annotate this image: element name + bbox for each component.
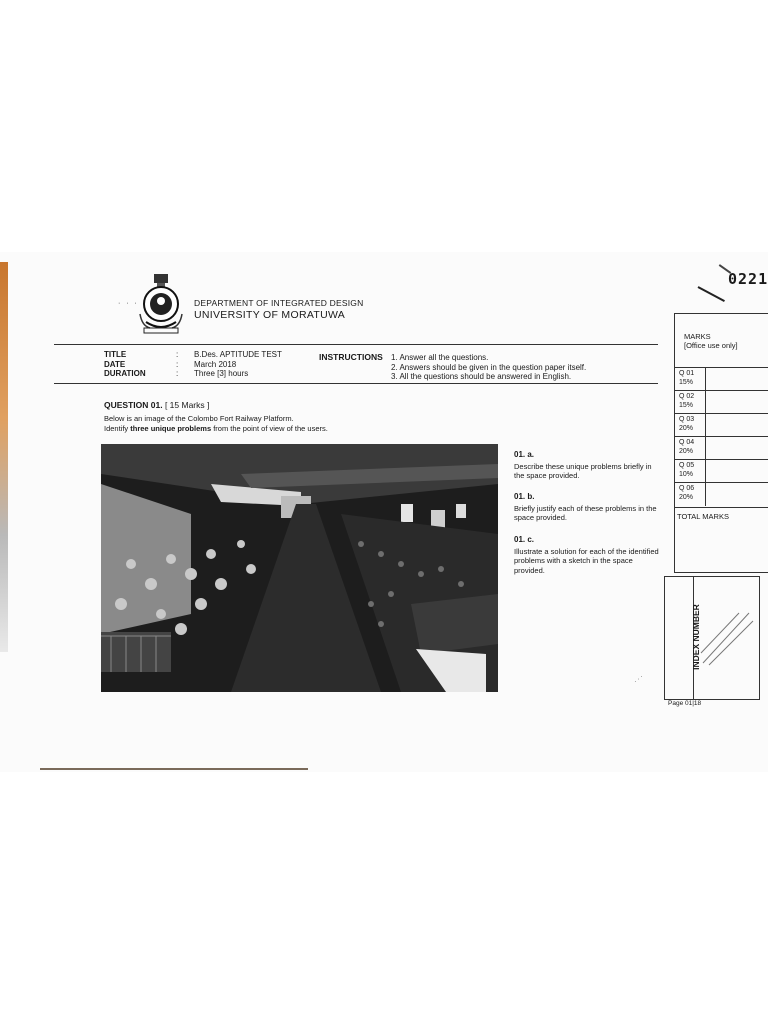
question-weight: 20% — [679, 447, 694, 455]
instruction-item: 2. Answers should be given in the question paper itself. — [391, 362, 587, 372]
question-heading — [104, 400, 209, 410]
meta-separators — [176, 350, 178, 379]
marks-entry-cell[interactable] — [705, 437, 768, 460]
crest-dots: · · · — [118, 300, 139, 307]
marks-row — [675, 459, 768, 483]
separator: : — [176, 359, 179, 369]
meta-values — [194, 350, 282, 379]
marks-entry-cell[interactable] — [705, 368, 768, 391]
marks-subtitle: [Office use only] — [684, 341, 738, 350]
stamp-scribble: · · · — [632, 673, 645, 686]
subquestion-b — [514, 492, 664, 523]
question-id: Q 03 — [679, 416, 695, 423]
marks-row-label — [679, 485, 694, 502]
subquestion-a — [514, 450, 664, 481]
date-value: March 2018 — [194, 359, 237, 369]
instructions-heading: INSTRUCTIONS — [319, 352, 383, 362]
question-text — [104, 414, 328, 434]
question-id: Q 05 — [679, 462, 695, 469]
instructions-list — [391, 353, 586, 382]
question-weight: 20% — [679, 493, 694, 501]
marks-row-label — [679, 416, 694, 433]
marks-entry-cell[interactable] — [705, 460, 768, 483]
instruction-item: 3. All the questions should be answered in English. — [391, 372, 572, 381]
title-value: B.Des. APTITUDE TEST — [194, 350, 282, 359]
marks-heading — [684, 332, 738, 350]
handwritten-number: 0221 — [728, 270, 768, 288]
question-line-1: Below is an image of the Colombo Fort Railway Platform. — [104, 414, 294, 423]
subquestion-text: Briefly justify each of these problems in the space provided. — [514, 503, 657, 522]
marks-row-label — [679, 462, 694, 479]
marks-entry-cell[interactable] — [705, 414, 768, 437]
stamp-mark-icon — [699, 607, 755, 667]
page-number: Page 01|18 — [668, 700, 702, 707]
index-number-label: INDEX NUMBER — [690, 604, 701, 670]
question-id: Q 06 — [679, 485, 695, 492]
instruction-item: 1. Answer all the questions. — [391, 353, 489, 362]
question-weight: 15% — [679, 378, 694, 386]
header-rule-top — [54, 344, 658, 345]
separator: : — [176, 350, 179, 359]
marks-title: MARKS — [684, 332, 711, 341]
marks-entry-cell[interactable] — [705, 483, 768, 506]
subquestion-label: 01. b. — [514, 492, 535, 501]
date-label: DATE — [104, 359, 126, 369]
index-number-box — [664, 576, 760, 700]
subquestion-label: 01. a. — [514, 450, 535, 459]
question-text-part: from the point of view of the users. — [211, 424, 328, 433]
paper-edge-shadow — [0, 262, 8, 652]
paper-bottom-edge — [40, 768, 308, 770]
duration-value: Three [3] hours — [194, 369, 249, 378]
university-crest-icon — [136, 274, 186, 336]
marks-row — [675, 482, 768, 506]
header-rule-bottom — [54, 383, 658, 384]
question-id: Q 01 — [679, 370, 695, 377]
question-id: Q 02 — [679, 393, 695, 400]
marks-row-label — [679, 393, 694, 410]
marks-row — [675, 413, 768, 437]
department-name: DEPARTMENT OF INTEGRATED DESIGN — [194, 298, 364, 308]
university-name: UNIVERSITY OF MORATUWA — [194, 309, 346, 321]
marks-row — [675, 367, 768, 391]
marks-row — [675, 390, 768, 414]
marks-entry-cell[interactable] — [705, 391, 768, 414]
subquestion-text: Illustrate a solution for each of the identified problems with a sketch in the space provided. — [514, 546, 659, 575]
duration-label: DURATION — [104, 369, 146, 378]
question-weight: 20% — [679, 424, 694, 432]
subquestion-text: Describe these unique problems briefly in the space provided. — [514, 461, 652, 480]
marks-row-label — [679, 439, 694, 456]
marks-box — [674, 313, 768, 573]
meta-labels — [104, 350, 146, 379]
question-weight: 10% — [679, 470, 694, 478]
total-marks-row — [675, 507, 768, 521]
marks-row-label — [679, 370, 694, 387]
marks-row — [675, 436, 768, 460]
separator: : — [176, 369, 179, 378]
subquestion-c — [514, 535, 664, 575]
question-emphasis: three unique problems — [130, 424, 212, 433]
railway-platform-photo — [101, 444, 498, 692]
title-label: TITLE — [104, 350, 127, 359]
question-line-2 — [104, 424, 328, 434]
subquestion-label: 01. c. — [514, 535, 535, 544]
question-weight: 15% — [679, 401, 694, 409]
question-id: Q 04 — [679, 439, 695, 446]
question-text-part: Identify — [104, 424, 131, 433]
question-marks: [ 15 Marks ] — [164, 400, 210, 410]
question-number: QUESTION 01. — [104, 400, 163, 410]
total-marks-label: TOTAL MARKS — [677, 512, 729, 521]
